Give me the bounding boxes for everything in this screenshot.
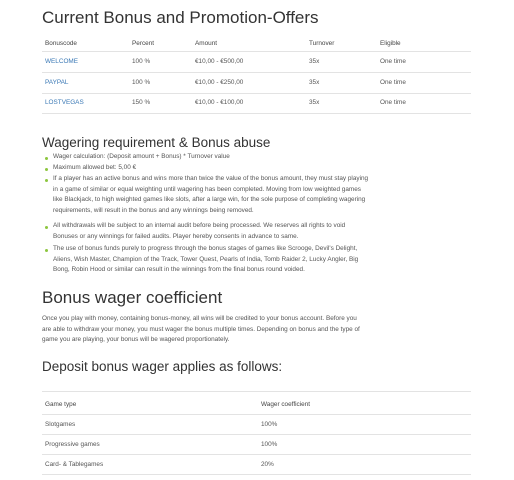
bullet-icon — [45, 249, 48, 252]
bonus-code-link[interactable]: PAYPAL — [45, 79, 69, 86]
row-rule — [42, 454, 471, 455]
wagering-title: Wagering requirement & Bonus abuse — [42, 135, 271, 150]
bonus-turnover: 35x — [309, 79, 320, 86]
list-item: Wager calculation: (Deposit amount + Bonus) * Turnover value — [53, 153, 230, 160]
bonus-col-amount: Amount — [195, 40, 218, 47]
bonus-col-code: Bonuscode — [45, 40, 77, 47]
deposit-wager-title: Deposit bonus wager applies as follows: — [42, 359, 283, 374]
bonus-header-rule — [42, 51, 471, 52]
bonus-eligible: One time — [380, 58, 406, 65]
bullet-icon — [45, 226, 48, 229]
row-rule — [42, 434, 471, 435]
bonus-amount: €10,00 - €500,00 — [195, 58, 244, 65]
row-rule — [42, 113, 471, 114]
bullet-icon — [45, 168, 48, 171]
bonus-code-link[interactable]: LOSTVEGAS — [45, 99, 84, 106]
bonus-amount: €10,00 - €250,00 — [195, 79, 244, 86]
list-item: All withdrawals will be subject to an internal audit before being processed. We reserves all rights to void Bonuses or any winnings for failed audits. Player hereby consents in advance to same. — [53, 222, 346, 240]
bonus-turnover: 35x — [309, 99, 320, 106]
bonus-col-turnover: Turnover — [309, 40, 335, 47]
bullet-icon — [45, 179, 48, 182]
row-rule — [42, 72, 471, 73]
bullet-icon — [45, 157, 48, 160]
deposit-header-rule — [42, 414, 471, 415]
list-item: If a player has an active bonus and wins more than twice the value of the bonus amount, they must stay playing in a game of similar or equal weighting until wagering has been completed. Moving from low weighted games like Blackjack, to high weighted games like slots, after a large win, for the sole purpose of completing wagering requirements, will result in the bonus and any winnings being removed. — [53, 175, 369, 214]
bonus-col-percent: Percent — [132, 40, 155, 47]
bonus-amount: €10,00 - €100,00 — [195, 99, 244, 106]
game-type: Progressive games — [45, 441, 100, 448]
row-rule — [42, 474, 471, 475]
bonus-turnover: 35x — [309, 58, 320, 65]
deposit-col-game: Game type — [45, 401, 77, 408]
deposit-col-coef: Wager coefficient — [261, 401, 311, 408]
row-rule — [42, 93, 471, 94]
bonus-percent: 100 % — [132, 79, 151, 86]
game-type: Slotgames — [45, 421, 76, 428]
bonus-offers-title: Current Bonus and Promotion-Offers — [42, 8, 319, 27]
wager-coefficient: 20% — [261, 461, 274, 468]
bonus-eligible: One time — [380, 79, 406, 86]
bonus-col-eligible: Eligible — [380, 40, 401, 47]
list-item: The use of bonus funds purely to progress through the bonus stages of games like Scrooge, Devil's Delight, Aliens, Wish Master, Champion of the Track, Tower Quest, Pearls of India, Tomb Raider 2, Lucky Angler, Big Bong, Robin Hood or similar can result in the winnings from the final bonus round voided. — [53, 245, 359, 274]
bonus-percent: 150 % — [132, 99, 151, 106]
wager-coefficient: 100% — [261, 441, 278, 448]
wager-coefficient: 100% — [261, 421, 278, 428]
game-type: Card- & Tablegames — [45, 461, 104, 468]
bonus-percent: 100 % — [132, 58, 151, 65]
bonus-code-link[interactable]: WELCOME — [45, 58, 79, 65]
coefficient-title: Bonus wager coefficient — [42, 288, 223, 307]
list-item: Maximum allowed bet: 5,00 € — [53, 164, 137, 171]
deposit-top-rule — [42, 391, 471, 392]
coefficient-paragraph: Once you play with money, containing bonus-money, all wins will be credited to your bonus account. Before you are able to withdraw your money, you must wager the bonus multiple times. Depending on bonus and the type of game you are playing, your bonus will be wagered proportionately. — [42, 315, 360, 344]
bonus-eligible: One time — [380, 99, 406, 106]
